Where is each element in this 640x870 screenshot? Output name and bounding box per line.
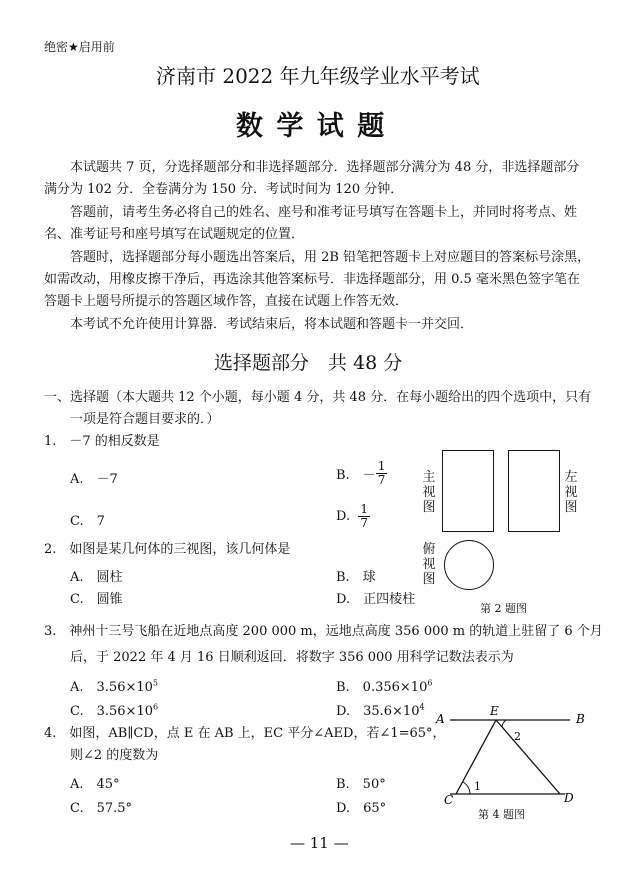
point-c-label: C [444, 793, 454, 807]
q3-stem: 3. 神州十三号飞船在近地点高度 200 000 m，远地点高度 356 000 m 的轨道上驻留了 6 个月 [44, 624, 603, 639]
q4-option-a: A. 45° [70, 777, 120, 792]
q1-option-d: D. $\frac{1}{7}$ [336, 502, 368, 530]
section-title: 选择题部分 共 48 分 [214, 352, 403, 374]
q4-option-c: C. 57.5° [70, 801, 133, 816]
instruction-line: 本考试不允许使用计算器．考试结束后，将本试题和答题卡一并交回． [70, 317, 474, 332]
angle2-label: 2 [514, 730, 521, 743]
point-e-label: E [490, 706, 499, 718]
top-view-circle [444, 540, 494, 590]
instruction-line: 满分为 102 分．全卷满分为 150 分．考试时间为 120 分钟． [44, 182, 404, 197]
side-view-label: 左视图 [564, 470, 578, 515]
page-number: — 11 — [290, 834, 349, 852]
angle2-arc [502, 720, 506, 727]
top-view-label: 俯视图 [422, 542, 436, 587]
instruction-line: 名、准考证号和座号填写在试题规定的位置． [44, 227, 305, 242]
q4-figure-caption: 第 4 题图 [478, 808, 525, 821]
secret-label: 绝密★启用前 [44, 40, 115, 54]
q2-option-b: B. 球 [336, 570, 376, 585]
angle1-arc [463, 782, 470, 794]
segment-ed [496, 720, 560, 794]
part-intro: 一、选择题（本大题共 12 个小题，每小题 4 分，共 48 分．在每小题给出的四个选项中，只有 [44, 390, 592, 405]
q3-stem: 后，于 2022 年 4 月 16 日顺利返回．将数字 356 000 用科学记数法表示为 [70, 650, 514, 665]
instruction-line: 本试题共 7 页，分选择题部分和非选择题部分．选择题部分满分为 48 分，非选择题部分 [70, 160, 580, 175]
q4-stem: 4. 如图，AB∥CD，点 E 在 AB 上，EC 平分∠AED，若∠1=65°， [44, 726, 446, 741]
part-intro: 一项是符合题目要求的．） [70, 412, 220, 427]
q3-option-a: A. $3.56\times 10^5$ [70, 678, 158, 695]
front-view-rect [442, 450, 494, 532]
q2-figure-caption: 第 2 题图 [480, 602, 527, 615]
q1-option-c: C. 7 [70, 514, 105, 529]
point-b-label: B [576, 712, 585, 726]
exam-title: 济南市 2022 年九年级学业水平考试 [156, 64, 480, 88]
front-view-label: 主视图 [422, 470, 436, 515]
side-view-rect [508, 450, 560, 532]
q1-stem: 1. －7 的相反数是 [44, 434, 160, 449]
q3-option-b: B. $0.356\times 10^6$ [336, 678, 433, 695]
point-a-label: A [436, 712, 445, 726]
q1-option-b: B. － $\frac{1}{7}$ [336, 459, 386, 487]
q2-option-a: A. 圆柱 [70, 570, 123, 585]
subject-title: 数 学 试 题 [236, 111, 387, 142]
q4-option-d: D. 65° [336, 801, 387, 816]
q2-option-c: C. 圆锥 [70, 592, 123, 607]
q4-option-b: B. 50° [336, 777, 386, 792]
instruction-line: 答题卡上题号所提示的答题区域作答，直接在试题上作答无效． [44, 294, 409, 309]
q4-stem: 则∠2 的度数为 [70, 748, 159, 763]
q1-option-a: A. －7 [70, 472, 118, 487]
q2-stem: 2. 如图是某几何体的三视图，该几何体是 [44, 542, 291, 557]
instruction-line: 如需改动，用橡皮擦干净后，再选涂其他答案标号．非选择题部分，用 0.5 毫米黑色签字笔在 [44, 272, 580, 287]
q3-option-d: D. $35.6\times 10^4$ [336, 702, 425, 719]
q2-option-d: D. 正四棱柱 [336, 592, 416, 607]
instruction-line: 答题时，选择题部分每小题选出答案后，用 2B 铅笔把答题卡上对应题目的答案标号涂黑， [70, 250, 591, 265]
q3-option-c: C. $3.56\times 10^6$ [70, 702, 159, 719]
angle1-label: 1 [474, 780, 481, 793]
instruction-line: 答题前，请考生务必将自己的姓名、座号和准考证号填写在答题卡上，并同时将考点、姓 [70, 205, 578, 220]
point-d-label: D [564, 791, 574, 805]
